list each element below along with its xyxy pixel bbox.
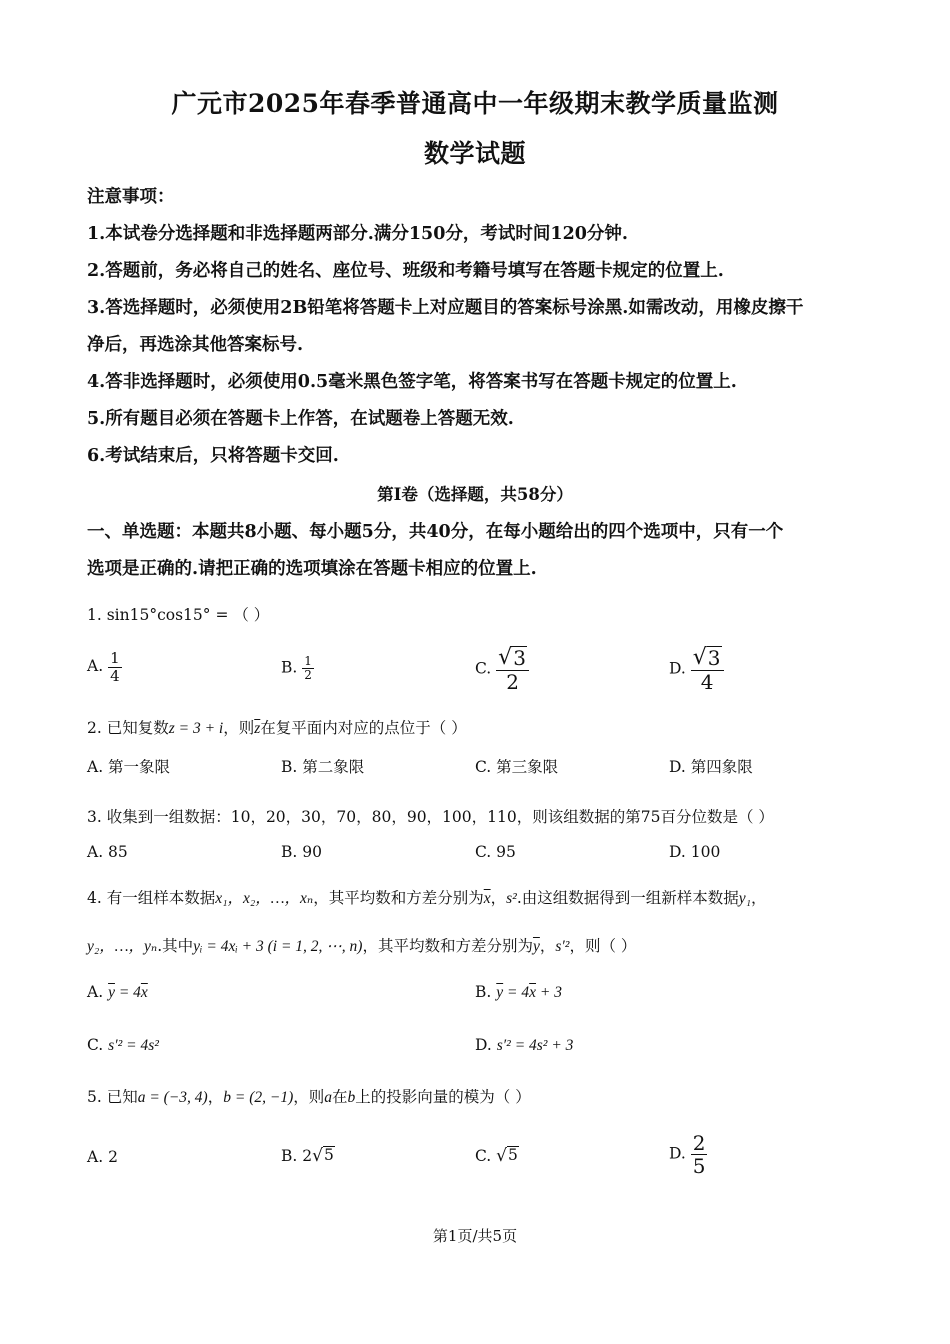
- option-label: A.: [87, 983, 104, 1001]
- question-1-stem: 1. sin15°cos15° = （ ）: [87, 606, 270, 624]
- denominator: 2: [506, 670, 519, 695]
- stem-text: ，则: [293, 1088, 325, 1106]
- q5-option-b: [281, 1146, 335, 1166]
- stem-text: ，其平均数和方差分别为: [313, 889, 484, 907]
- q1-option-a: [87, 650, 122, 684]
- q4-option-a: [87, 983, 148, 1002]
- mean-x: $\overline{x}$: [140, 984, 148, 1001]
- q1-option-d: [669, 646, 724, 693]
- radicand: 3: [513, 646, 526, 670]
- option-label: D.: [669, 659, 686, 678]
- option-label: B.: [281, 658, 298, 677]
- variance-s-prime: s′²: [555, 938, 570, 955]
- denominator: 4: [700, 670, 714, 695]
- option-label: C.: [475, 659, 492, 678]
- fraction: [496, 646, 529, 693]
- stem-text: ，: [207, 1088, 224, 1106]
- q5-option-d: [669, 1132, 707, 1177]
- math-expression: x₁，x₂，…，xₙ: [215, 890, 314, 907]
- fraction: [302, 655, 314, 682]
- question-4-stem-line1: [87, 886, 767, 908]
- stem-text: 4. 有一组样本数据: [87, 889, 216, 907]
- option-value: 2: [108, 1148, 118, 1166]
- mean-y: $\overline{y}$: [108, 984, 115, 1001]
- question-2-stem: [87, 716, 467, 738]
- numerator: 1: [110, 649, 120, 667]
- section-instructions: 一、单选题：本题共8小题、每小题5分，共40分，在每小题给出的四个选项中，只有一个: [87, 522, 784, 542]
- mean-x: $\overline{x}$: [529, 984, 537, 1001]
- stem-text: 5. 已知: [87, 1088, 138, 1106]
- vector-a: a = (−3, 4): [137, 1089, 208, 1106]
- stem-text: ，: [539, 937, 556, 955]
- mean-y: $\overline{y}$: [532, 938, 540, 955]
- fraction: [691, 646, 724, 693]
- option-label: C.: [87, 1036, 104, 1054]
- q3-option-d: D. 100: [669, 843, 721, 861]
- q4-option-b: [475, 983, 562, 1002]
- numerator: [496, 646, 529, 671]
- note-item: 4.答非选择题时，必须使用0.5毫米黑色签字笔，将答案书写在答题卡规定的位置上.: [87, 372, 737, 392]
- stem-text: ，: [490, 889, 507, 907]
- note-item: 2.答题前，务必将自己的姓名、座位号、班级和考籍号填写在答题卡规定的位置上.: [87, 261, 724, 281]
- note-item: 3.答选择题时，必须使用2B铅笔将答题卡上对应题目的答案标号涂黑.如需改动，用橡皮擦干: [87, 298, 804, 318]
- q4-option-c: [87, 1036, 159, 1055]
- option-label: B.: [281, 1147, 298, 1165]
- q5-option-a: [87, 1148, 118, 1166]
- math-expression: s′² = 4s² + 3: [496, 1037, 574, 1054]
- numerator: [691, 646, 724, 671]
- q2-option-c: C. 第三象限: [475, 758, 559, 776]
- section-title: 第I卷（选择题，共58分）: [377, 485, 573, 504]
- conjugate-z: $\overline{z}$: [254, 720, 261, 737]
- section-instructions: 选项是正确的.请把正确的选项填涂在答题卡相应的位置上.: [87, 559, 537, 579]
- radicand: 3: [707, 646, 721, 670]
- q5-option-c: [475, 1146, 519, 1166]
- vector-b: b: [347, 1089, 356, 1106]
- q1-option-c: [475, 646, 529, 693]
- stem-text: ，: [751, 889, 767, 907]
- stem-text: ，则（ ）: [569, 937, 637, 955]
- fraction: [108, 650, 122, 684]
- option-label: D.: [475, 1036, 492, 1054]
- question-3-stem: 3. 收集到一组数据：10，20，30，70，80，90，100，110，则该组数据的第75百分位数是（ ）: [87, 808, 774, 826]
- q3-option-a: A. 85: [87, 843, 128, 861]
- q1-option-b: [281, 655, 314, 682]
- stem-text: 上的投影向量的模为（ ）: [355, 1088, 531, 1106]
- q2-option-d: D. 第四象限: [669, 758, 753, 776]
- question-4-stem-line2: [87, 934, 636, 956]
- option-label: A.: [87, 1148, 104, 1166]
- question-5-stem: [87, 1085, 531, 1107]
- exam-subtitle: 数学试题: [423, 139, 526, 168]
- vector-b: b = (2, −1): [223, 1089, 294, 1106]
- denominator: 4: [110, 666, 120, 685]
- mean-x: $\overline{x}$: [483, 890, 491, 907]
- math-expression: z = 3 + i: [168, 720, 224, 737]
- math-expression: + 3: [536, 984, 562, 1001]
- numerator: 2: [692, 1131, 706, 1155]
- q2-option-b: B. 第二象限: [281, 758, 365, 776]
- option-label: B.: [475, 983, 492, 1001]
- page-number: 第1页/共5页: [432, 1227, 518, 1245]
- note-item: 净后，再选涂其他答案标号.: [87, 335, 304, 355]
- stem-text: ，则: [223, 719, 255, 737]
- q4-option-d: [475, 1036, 573, 1055]
- square-root: √ 3: [498, 645, 526, 670]
- mean-y: $\overline{y}$: [496, 984, 504, 1001]
- vector-a: a: [324, 1089, 332, 1106]
- option-label: C.: [475, 1147, 492, 1165]
- square-root: √ 5: [312, 1146, 334, 1166]
- note-item: 6.考试结束后，只将答题卡交回.: [87, 446, 339, 466]
- square-root: √ 3: [692, 645, 721, 670]
- square-root: √ 5: [496, 1146, 518, 1166]
- math-expression: y₁: [738, 890, 752, 907]
- coefficient: 2: [302, 1147, 313, 1165]
- notes-heading: 注意事项：: [87, 187, 175, 207]
- note-item: 5.所有题目必须在答题卡上作答，在试题卷上答题无效.: [87, 409, 514, 429]
- stem-text: .由这组数据得到一组新样本数据: [516, 889, 739, 907]
- exam-title: 广元市2025年春季普通高中一年级期末教学质量监测: [171, 89, 779, 118]
- stem-text: 2. 已知复数: [87, 719, 169, 737]
- stem-text: 在复平面内对应的点位于（ ）: [260, 719, 467, 737]
- stem-text: 在: [332, 1088, 348, 1106]
- fraction: [691, 1132, 708, 1177]
- variance-s: s²: [506, 890, 517, 907]
- numerator: 1: [304, 654, 312, 668]
- stem-text: .其中: [157, 937, 194, 955]
- option-label: A.: [87, 657, 104, 675]
- q2-option-a: A. 第一象限: [87, 758, 171, 776]
- denominator: 2: [304, 668, 312, 683]
- denominator: 5: [692, 1154, 706, 1178]
- math-expression: y₂，…，yₙ: [87, 938, 158, 955]
- math-expression: s′² = 4s²: [108, 1037, 159, 1054]
- math-expression: = 4: [114, 984, 141, 1001]
- note-item: 1.本试卷分选择题和非选择题两部分.满分150分，考试时间120分钟.: [87, 224, 629, 244]
- radicand: 5: [324, 1146, 334, 1164]
- q3-option-c: C. 95: [475, 843, 516, 861]
- math-expression: = 4: [503, 984, 530, 1001]
- q3-option-b: B. 90: [281, 843, 322, 861]
- option-label: D.: [669, 1144, 686, 1163]
- math-expression: yᵢ = 4xᵢ + 3 (i = 1, 2, ⋯, n): [193, 938, 363, 955]
- radicand: 5: [508, 1146, 518, 1164]
- stem-text: ，其平均数和方差分别为: [362, 937, 533, 955]
